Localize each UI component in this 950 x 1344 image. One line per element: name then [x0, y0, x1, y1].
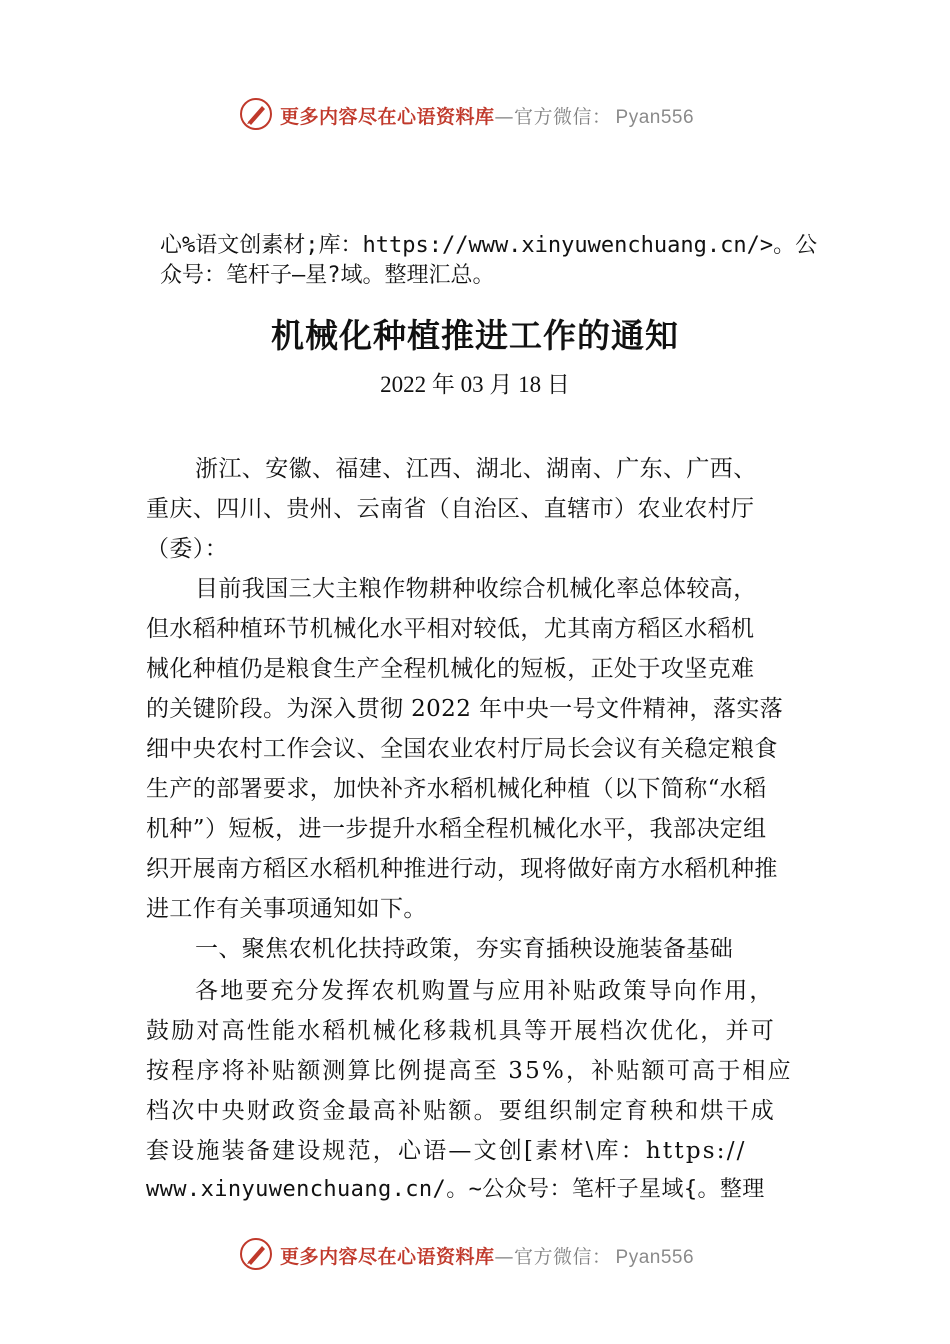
- watermark-wechat-id: Pyan556: [615, 1247, 695, 1268]
- body-line: 但水稻种植环节机械化水平相对较低，尤其南方稻区水稻机: [146, 616, 755, 642]
- watermark-text-grey: —官方微信：: [494, 106, 612, 128]
- body-line: 套设施装备建设规范，心语—文创[素材\库：https://: [146, 1138, 747, 1164]
- bottom-watermark-banner: [0, 1236, 950, 1276]
- body-line: 鼓励对高性能水稻机械化移栽机具等开展档次优化，并可: [146, 1018, 776, 1044]
- body-line: 按程序将补贴额测算比例提高至 35%，补贴额可高于相应: [146, 1058, 793, 1084]
- pen-logo-icon: [238, 96, 274, 132]
- top-watermark-banner: [0, 96, 950, 136]
- body-line: 械化种植仍是粮食生产全程机械化的短板，正处于攻坚克难: [146, 656, 755, 682]
- body-line: 生产的部署要求，加快补齐水稻机械化种植（以下简称“水稻: [146, 776, 767, 802]
- watermark-text-red: 更多内容尽在心语资料库: [280, 106, 495, 128]
- body-line: 细中央农村工作会议、全国农业农村厅局长会议有关稳定粮食: [146, 736, 778, 762]
- body-line: 重庆、四川、贵州、云南省（自治区、直辖市）农业农村厅: [146, 496, 755, 522]
- pen-logo-icon: [238, 1236, 274, 1272]
- body-line: 各地要充分发挥农机购置与应用补贴政策导向作用，: [195, 978, 775, 1004]
- body-line: 档次中央财政资金最高补贴额。要组织制定育秧和烘干成: [146, 1098, 776, 1124]
- document-date: 2022 年 03 月 18 日: [380, 372, 570, 397]
- body-line: 进工作有关事项通知如下。: [146, 896, 427, 922]
- body-line: 机种”）短板，进一步提升水稻全程机械化水平，我部决定组: [146, 816, 767, 842]
- watermark-wechat-id: Pyan556: [615, 107, 695, 128]
- section-heading-1: 一、聚焦农机化扶持政策，夯实育插秧设施装备基础: [195, 936, 734, 962]
- body-line: 的关键阶段。为深入贯彻 2022 年中央一号文件精神，落实落: [146, 696, 784, 722]
- body-line: 目前我国三大主粮作物耕种收综合机械化率总体较高，: [195, 576, 757, 602]
- body-line: 织开展南方稻区水稻机种推进行动，现将做好南方水稻机种推: [146, 856, 778, 882]
- watermark-text-red: 更多内容尽在心语资料库: [280, 1246, 495, 1268]
- document-title: 机械化种植推进工作的通知: [271, 316, 679, 355]
- body-line: 浙江、安徽、福建、江西、湖北、湖南、广东、广西、: [195, 456, 757, 482]
- watermark-text-grey: —官方微信：: [494, 1246, 612, 1268]
- source-note-line-1: 心%语文创素材;库：https://www.xinyuwenchuang.cn/>。公: [160, 233, 818, 258]
- source-note-line-2: 众号：笔杆子—星?域。整理汇总。: [160, 263, 495, 288]
- body-line: www.xinyuwenchuang.cn/。~公众号：笔杆子星域{。整理: [146, 1177, 765, 1202]
- body-line: （委）：: [146, 536, 229, 562]
